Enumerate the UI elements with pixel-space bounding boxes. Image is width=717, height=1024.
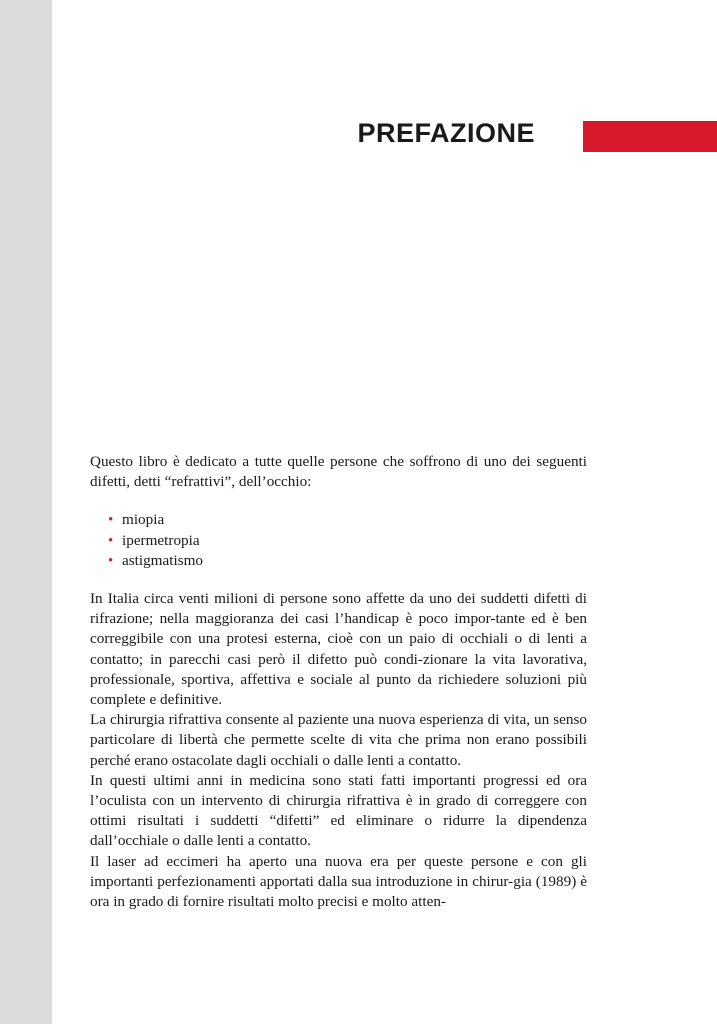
body-paragraph: La chirurgia rifrattiva consente al paziente una nuova esperienza di vita, un senso particolare di libertà che permette scelte di vita che prima non erano possibili perché erano ostacolate dagli occhiali o dalle lenti a contatto. (90, 711, 587, 769)
list-item (108, 551, 587, 571)
body-paragraph: In questi ultimi anni in medicina sono stati fatti importanti progressi ed ora l’oculista con un intervento di chirurgia rifrattiva è in grado di correggere con ottimi risultati i suddetti “difetti” ed eliminare o ridurre la dipendenza dall’occhiale o dalle lenti a contatto. (90, 771, 587, 850)
intro-paragraph: Questo libro è dedicato a tutte quelle persone che soffrono di uno dei seguenti difetti, detti “refrattivi”, dell’occhio: (90, 453, 587, 491)
body-paragraph: In Italia circa venti milioni di persone sono affette da uno dei suddetti difetti di rifrazione; nella maggioranza dei casi l’handicap è poco impor-tante ed è ben correggibile con una protesi esterna, cioè con un paio di occhiali o di lenti a contatto; in parecchi casi però il difetto può condi-zionare la vita lavorativa, professionale, sportiva, affettiva e sociale al punto da richiedere soluzioni più complete e definitive. (90, 590, 587, 709)
header-accent-bar (583, 121, 717, 152)
list-item (108, 510, 587, 530)
list-item (108, 531, 587, 551)
page-title: PREFAZIONE (357, 118, 535, 148)
page-header (52, 118, 717, 164)
body-paragraph: Il laser ad eccimeri ha aperto una nuova era per queste persone e con gli importanti perfezionamenti apportati dalla sua introduzione in chirur-gia (1989) è ora in grado di fornire risultati molto precisi e molto atten- (90, 852, 587, 911)
left-margin-band (0, 0, 52, 1024)
bullet-icon: • (108, 552, 114, 569)
list-item-label: miopia (122, 511, 165, 529)
bullet-icon: • (108, 512, 114, 529)
page-content (90, 452, 587, 912)
list-item-label: ipermetropia (122, 531, 200, 549)
body-paragraphs (90, 589, 587, 912)
bullet-icon: • (108, 532, 114, 549)
list-item-label: astigmatismo (122, 551, 203, 569)
defect-list (90, 510, 587, 571)
